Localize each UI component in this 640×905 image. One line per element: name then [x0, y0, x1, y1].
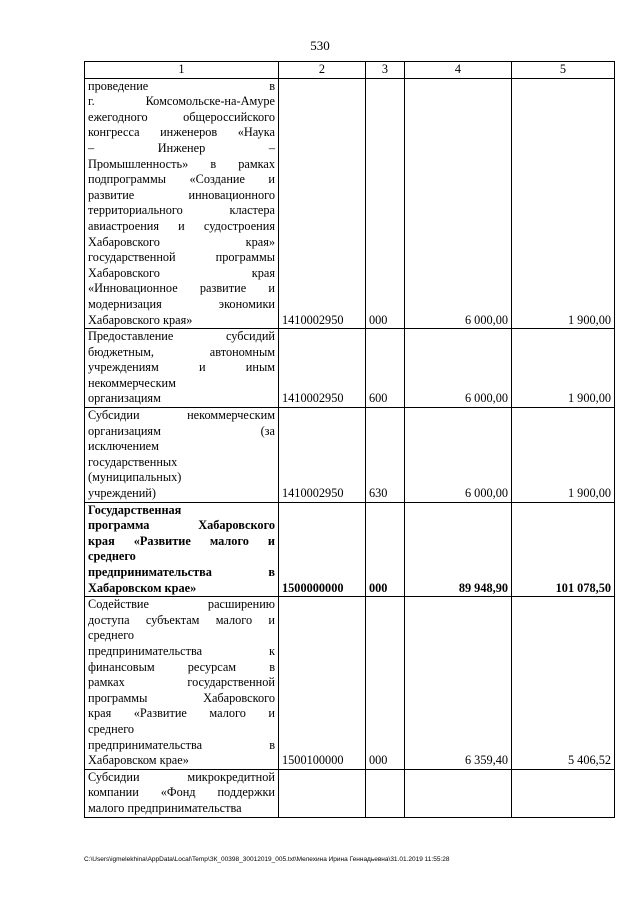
expense-name-line: Хабаровского края»: [88, 234, 275, 249]
table-header-row: [85, 62, 615, 79]
table-row: [85, 769, 615, 817]
target-article-code: 1500100000: [279, 597, 366, 770]
target-article-code: [279, 769, 366, 817]
column-header: 1: [85, 62, 279, 79]
expense-name-line: территориального кластера: [88, 203, 275, 218]
column-header: 3: [366, 62, 405, 79]
expense-name-cell: [85, 78, 279, 329]
expense-name-line: Субсидии микрокредитной: [88, 769, 275, 784]
expense-name-line: Хабаровском крае»: [88, 753, 189, 768]
amount-year-2: 101 078,50: [512, 502, 615, 597]
amount-year-1: 6 000,00: [405, 78, 512, 329]
column-header: 5: [512, 62, 615, 79]
expense-name-line: Государственная: [88, 502, 182, 517]
expense-name-line: конгресса инженеров «Наука: [88, 125, 275, 140]
expense-name-line: края «Развитие малого и: [88, 706, 275, 721]
column-header: 2: [279, 62, 366, 79]
expense-name-line: организациям: [88, 391, 161, 406]
expense-type-code: 000: [366, 597, 405, 770]
amount-year-2: 1 900,00: [512, 408, 615, 503]
target-article-code: 1410002950: [279, 329, 366, 408]
expense-name-line: Субсидии некоммерческим: [88, 408, 275, 423]
amount-year-2: [512, 769, 615, 817]
amount-year-2: 5 406,52: [512, 597, 615, 770]
expense-name-line: развитие инновационного: [88, 187, 275, 202]
file-path-footer: C:\Users\igmelekhina\AppData\Local\Temp\ЗК_00398_30012019_005.txt\Мелехина Ирина Геннадьевна\31.01.2019 11:55:28: [84, 856, 450, 863]
expense-type-code: 000: [366, 78, 405, 329]
expense-name-line: государственной программы: [88, 250, 275, 265]
expense-name-line: доступа субъектам малого и: [88, 612, 275, 627]
expense-name-cell: [85, 329, 279, 408]
expense-name-line: Хабаровского края: [88, 265, 275, 280]
table-row: [85, 329, 615, 408]
expense-type-code: 630: [366, 408, 405, 503]
expense-name-line: рамках государственной: [88, 675, 275, 690]
expense-name-line: «Инновационное развитие и: [88, 281, 275, 296]
expense-name-cell: [85, 769, 279, 817]
expense-name-line: Промышленность» в рамках: [88, 156, 275, 171]
expense-name-line: бюджетным, автономным: [88, 344, 275, 359]
budget-table: [84, 61, 615, 818]
expense-name-line: авиастроения и судостроения: [88, 218, 275, 233]
expense-name-line: ежегодного общероссийского: [88, 109, 275, 124]
page-number: 530: [310, 38, 330, 53]
expense-name-line: Хабаровском крае»: [88, 580, 197, 595]
expense-name-line: подпрограммы «Создание и: [88, 172, 275, 187]
target-article-code: 1410002950: [279, 78, 366, 329]
expense-name-line: проведение в: [88, 78, 275, 93]
expense-name-line: программы Хабаровского: [88, 690, 275, 705]
expense-name-line: среднего: [88, 549, 136, 564]
expense-name-line: учреждениям и иным: [88, 360, 275, 375]
expense-name-line: малого предпринимательства: [88, 800, 242, 815]
expense-name-line: (муниципальных): [88, 470, 182, 485]
amount-year-2: 1 900,00: [512, 78, 615, 329]
expense-name-line: Хабаровского края»: [88, 312, 193, 327]
expense-name-line: модернизация экономики: [88, 296, 275, 311]
table-row: [85, 408, 615, 503]
expense-name-line: среднего: [88, 628, 135, 643]
expense-name-line: программа Хабаровского: [88, 518, 275, 533]
expense-name-cell: [85, 502, 279, 597]
expense-name-cell: [85, 597, 279, 770]
expense-name-line: края «Развитие малого и: [88, 533, 275, 548]
table-row: [85, 597, 615, 770]
amount-year-1: 6 000,00: [405, 408, 512, 503]
amount-year-2: 1 900,00: [512, 329, 615, 408]
expense-name-line: компании «Фонд поддержки: [88, 785, 275, 800]
expense-name-line: Предоставление субсидий: [88, 329, 275, 344]
expense-name-line: государственных: [88, 454, 178, 469]
expense-name-line: организациям (за: [88, 423, 275, 438]
expense-name-line: – Инженер –: [88, 140, 275, 155]
expense-name-line: предпринимательства в: [88, 737, 275, 752]
amount-year-1: 6 000,00: [405, 329, 512, 408]
column-header: 4: [405, 62, 512, 79]
amount-year-1: [405, 769, 512, 817]
expense-type-code: 600: [366, 329, 405, 408]
amount-year-1: 89 948,90: [405, 502, 512, 597]
expense-name-line: учреждений): [88, 486, 156, 501]
expense-name-line: исключением: [88, 439, 159, 454]
target-article-code: 1410002950: [279, 408, 366, 503]
expense-type-code: 000: [366, 502, 405, 597]
amount-year-1: 6 359,40: [405, 597, 512, 770]
table-row: [85, 78, 615, 329]
target-article-code: 1500000000: [279, 502, 366, 597]
expense-name-line: некоммерческим: [88, 375, 176, 390]
expense-name-line: г. Комсомольске-на-Амуре: [88, 94, 275, 109]
expense-name-line: предпринимательства в: [88, 565, 275, 579]
expense-name-line: предпринимательства к: [88, 643, 275, 658]
expense-name-line: финансовым ресурсам в: [88, 659, 275, 674]
table-row: [85, 502, 615, 597]
expense-type-code: [366, 769, 405, 817]
expense-name-cell: [85, 408, 279, 503]
expense-name-line: среднего: [88, 721, 135, 736]
expense-name-line: Содействие расширению: [88, 597, 275, 612]
